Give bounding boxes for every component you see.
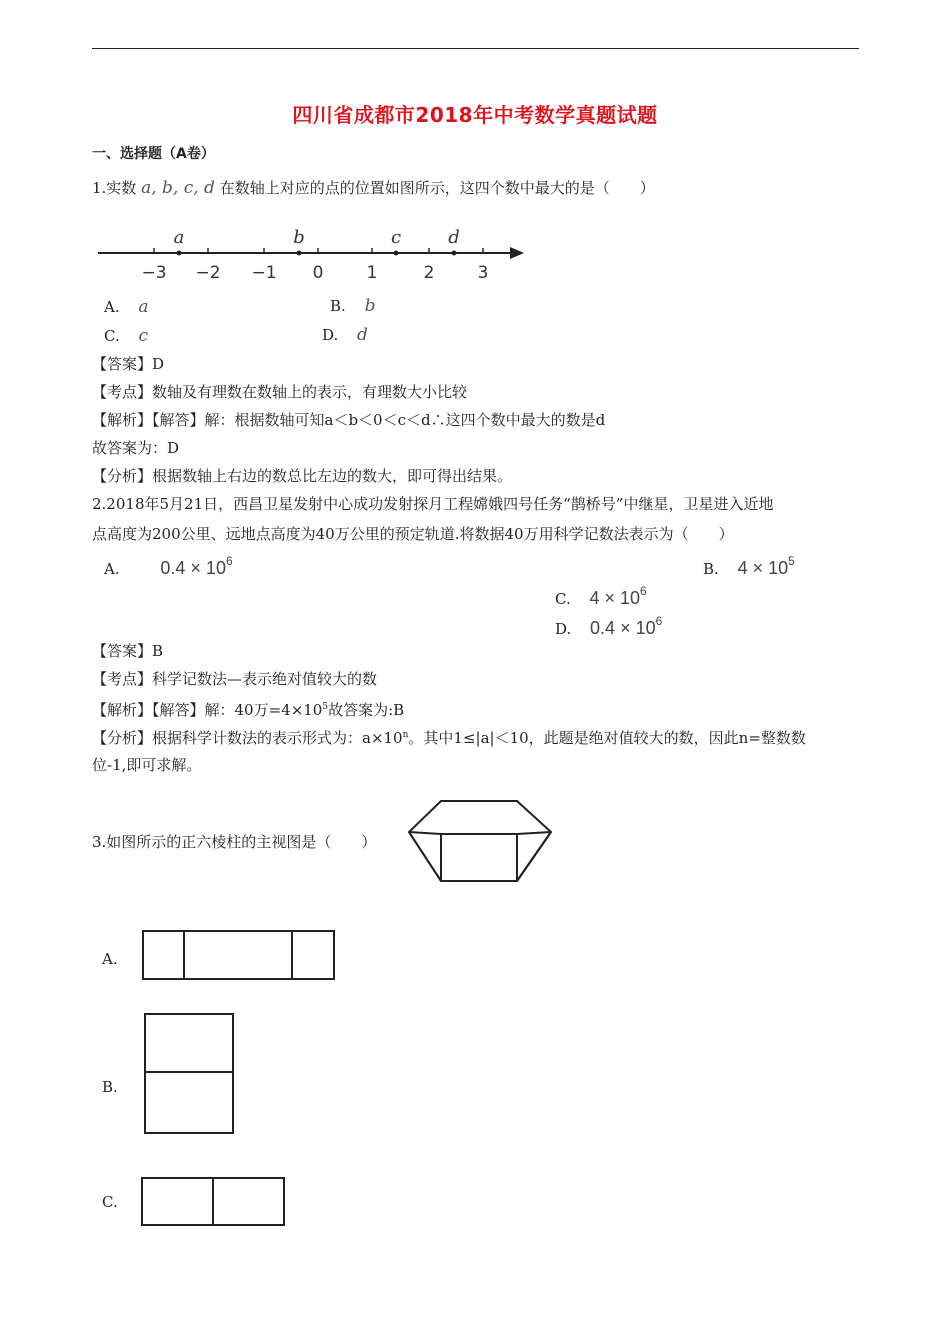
q2-comment: 【分析】根据科学计数法的表示形式为：$a\times 10^n$。其中1≤|a|＜10，此题是绝对值较大的数，因此n=整数数 — [92, 729, 806, 747]
q2-option-d[interactable] — [555, 613, 662, 639]
page-title: 四川省成都市2018年中考数学真题试题 — [292, 103, 658, 127]
number-line-tick-label: 0 — [312, 263, 324, 283]
q2-option-c[interactable] — [555, 583, 647, 609]
q3-option-b-figure[interactable] — [144, 1013, 236, 1135]
q2-option-b-value: $4 \times 10^5$ — [737, 554, 795, 578]
number-line-point — [297, 251, 302, 256]
q1-option-b-label: B. — [330, 297, 346, 315]
q3-option-c-figure[interactable] — [141, 1177, 287, 1227]
q1-stem-prefix: 1.实数 — [92, 179, 137, 197]
q2-analysis: 【解析】【解答】解：40万$=4\times 10^5$故答案为:B — [92, 701, 405, 719]
number-line-point-label: a — [173, 227, 185, 248]
q1-option-b[interactable] — [330, 296, 375, 316]
q2-option-a-value: $0.4 \times 10^6$ — [160, 554, 233, 578]
q2-option-a[interactable] — [104, 553, 233, 579]
q3-stem: 3.如图所示的正六棱柱的主视图是（ ） — [92, 833, 377, 851]
q2-point: 【考点】科学记数法—表示绝对值较大的数 — [92, 670, 378, 688]
q3-option-a-label[interactable]: A. — [102, 950, 118, 968]
section-heading: 一、选择题（A卷） — [92, 146, 215, 162]
number-line-tick-label: −3 — [141, 263, 167, 283]
q1-stem — [92, 178, 655, 198]
q2-option-d-label: D. — [555, 620, 572, 638]
number-line-point-label: d — [448, 227, 460, 248]
q1-option-d-value: d — [357, 325, 368, 345]
number-line-tick-label: −2 — [195, 263, 221, 283]
q1-stem-suffix: 在数轴上对应的点的位置如图所示，这四个数中最大的是（ ） — [219, 179, 655, 197]
number-line-tick-label: 1 — [366, 263, 378, 283]
q2-option-b[interactable] — [703, 553, 795, 579]
q1-option-a-label: A. — [104, 298, 120, 316]
q2-option-b-label: B. — [703, 560, 719, 578]
q1-option-d[interactable] — [322, 325, 368, 345]
q2-option-c-value: $4 \times 10^6$ — [589, 584, 647, 608]
q1-conclusion: 故答案为：D — [92, 439, 180, 457]
number-line-point — [452, 251, 457, 256]
q1-analysis: 【解析】【解答】解：根据数轴可知a＜b＜0＜c＜d∴这四个数中最大的数是d — [92, 411, 606, 429]
q2-option-d-value: $0.4 \times 10^6$ — [590, 614, 663, 638]
q1-stem-vars: a, b, c, d — [141, 178, 215, 198]
q3-option-b-label[interactable]: B. — [102, 1078, 118, 1096]
number-line-tick-label: −1 — [251, 263, 277, 283]
q1-option-b-value: b — [364, 296, 376, 316]
number-line-figure — [96, 226, 536, 288]
q2-stem-line2: 点高度为200公里、远地点高度为40万公里的预定轨道.将数据40万用科学记数法表示为（ ） — [92, 525, 734, 543]
q2-stem-line1: 2.2018年5月21日，西昌卫星发射中心成功发射探月工程嫦娥四号任务“鹊桥号”中继星，卫星进入近地 — [92, 495, 774, 513]
q1-point: 【考点】数轴及有理数在数轴上的表示，有理数大小比较 — [92, 383, 468, 401]
number-line-point — [177, 251, 182, 256]
hexagonal-prism-figure — [405, 795, 555, 887]
header-rule — [92, 48, 859, 49]
q1-comment: 【分析】根据数轴上右边的数总比左边的数大，即可得出结果。 — [92, 467, 513, 485]
number-line-point — [394, 251, 399, 256]
q2-answer: 【答案】B — [92, 642, 164, 660]
q1-option-a-value: a — [138, 297, 149, 317]
number-line-point-label: b — [293, 227, 305, 248]
number-line-tick-label: 3 — [477, 263, 489, 283]
q1-option-a[interactable] — [104, 297, 149, 317]
q1-option-d-label: D. — [322, 326, 339, 344]
number-line-tick-label: 2 — [423, 263, 435, 283]
q2-option-c-label: C. — [555, 590, 571, 608]
q2-option-a-label: A. — [104, 560, 120, 578]
q3-option-a-figure[interactable] — [142, 930, 336, 982]
q1-option-c-value: c — [138, 326, 149, 346]
number-line-point-label: c — [390, 227, 402, 248]
q1-answer: 【答案】D — [92, 355, 165, 373]
q3-option-c-label[interactable]: C. — [102, 1193, 118, 1211]
q1-option-c[interactable] — [104, 326, 148, 346]
q1-option-c-label: C. — [104, 327, 120, 345]
q2-comment-line2: 位-1,即可求解。 — [92, 756, 202, 774]
